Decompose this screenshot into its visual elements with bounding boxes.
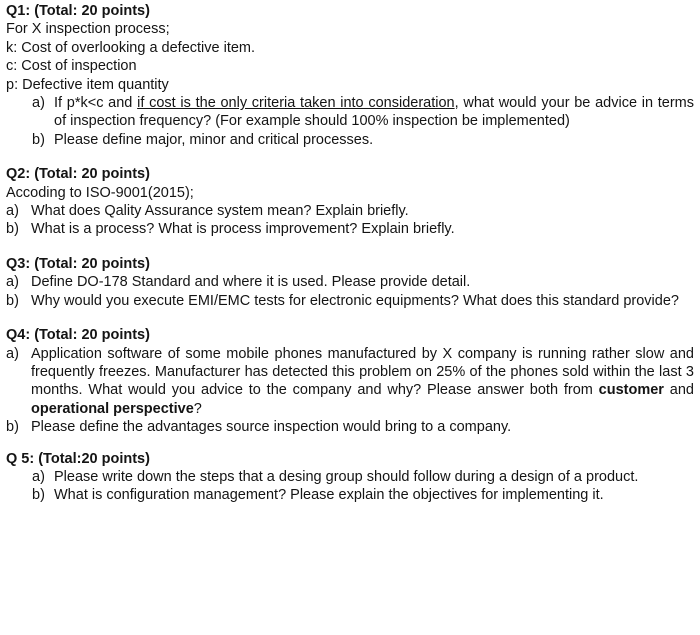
part-b-text: Please define major, minor and critical processes. (54, 131, 374, 148)
question-5 (6, 450, 694, 505)
part-a-text: Define DO-178 Standard and where it is used. Please provide detail. (31, 274, 471, 291)
part-a-underlined-text: if cost is the only criteria taken into consideration (137, 95, 455, 112)
part-b-marker: b) (32, 131, 45, 148)
question-1-title: Q1: (Total: 20 points) (6, 3, 150, 19)
question-2-title: Q2: (Total: 20 points) (6, 166, 150, 183)
part-a-text (54, 94, 694, 131)
question-4-part-b (6, 418, 694, 436)
question-3 (6, 255, 694, 310)
part-b-marker: b) (32, 487, 45, 504)
operational-perspective-bold-text: operational perspective (31, 400, 194, 417)
part-a-marker: a) (32, 95, 45, 112)
part-a-text-pre: If p*k<c and (54, 95, 138, 112)
part-a-marker: a) (6, 203, 19, 220)
part-a-marker: a) (6, 345, 19, 362)
question-1-line-3: c: Cost of inspection (6, 58, 137, 75)
part-a-text-post: ? (193, 400, 202, 417)
question-5-title: Q 5: (Total:20 points) (6, 450, 150, 467)
part-a-text-mid: and (663, 382, 694, 399)
question-2-intro: Accoding to ISO-9001(2015); (6, 184, 194, 201)
question-2-part-b (6, 220, 694, 238)
question-2 (6, 165, 694, 239)
question-5-part-a (6, 468, 694, 486)
part-b-text: Please define the advantages source inspection would bring to a company. (31, 419, 512, 436)
question-1-part-a (6, 94, 694, 131)
question-4-part-a (6, 345, 694, 419)
part-a-marker: a) (32, 468, 45, 485)
question-4-title: Q4: (Total: 20 points) (6, 327, 150, 344)
part-a-marker: a) (6, 274, 19, 291)
question-4 (6, 326, 694, 436)
question-3-part-a (6, 273, 694, 291)
question-1-line-4: p: Defective item quantity (6, 76, 169, 93)
part-a-text (31, 345, 694, 419)
part-b-text: What is a process? What is process improvement? Explain briefly. (31, 221, 455, 238)
part-a-text-pre: Application software of some mobile phones manufactured by X company is running rather slow and frequently freezes. Manufacturer has detected this problem on 25% of the phones sold within the last 3 months. What would you advice to the company and why? Please answer both from (31, 345, 694, 399)
part-a-text-post: , what would your be advice in terms of inspection frequency? (For example should 100% inspection be implemented) (54, 95, 695, 130)
customer-bold-text: customer (598, 382, 664, 399)
part-b-text: What is configuration management? Please explain the objectives for implementing it. (54, 487, 604, 504)
part-a-text: What does Qality Assurance system mean? Explain briefly. (31, 203, 409, 220)
question-2-part-a (6, 202, 694, 220)
part-b-marker: b) (6, 292, 19, 309)
question-1 (6, 2, 694, 149)
question-5-part-b (6, 486, 694, 504)
question-1-line-1: For X inspection process; (6, 21, 170, 38)
question-1-line-2: k: Cost of overlooking a defective item. (6, 39, 256, 56)
question-3-title: Q3: (Total: 20 points) (6, 255, 150, 272)
question-1-part-b (6, 131, 694, 149)
part-a-text: Please write down the steps that a desing group should follow during a design of a product. (54, 468, 639, 485)
question-3-part-b (6, 292, 694, 310)
part-b-marker: b) (6, 221, 19, 238)
part-b-marker: b) (6, 419, 19, 436)
part-b-text: Why would you execute EMI/EMC tests for electronic equipments? What does this standard provide? (31, 292, 679, 309)
